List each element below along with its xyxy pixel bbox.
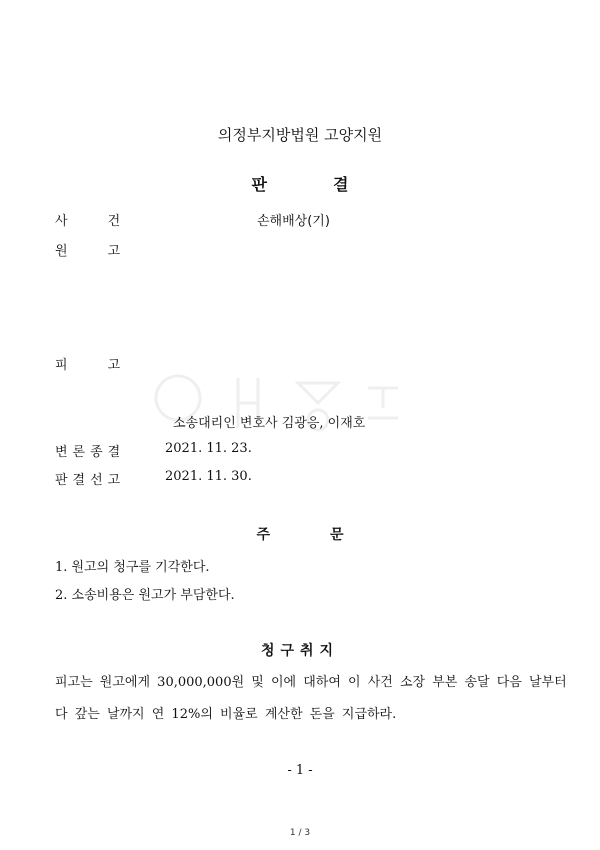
closing-label	[55, 441, 126, 460]
disposition-item-1: 1. 원고의 청구를 기각한다.	[55, 560, 210, 575]
closing-date: 2021. 11. 23.	[165, 441, 252, 456]
disposition-title	[0, 524, 600, 544]
defendant-label	[55, 354, 120, 373]
verdict-label-text: 판결선고	[55, 473, 126, 488]
case-label	[55, 210, 120, 229]
page-count: 1 / 3	[289, 828, 311, 838]
disposition-title-part1: 주	[256, 527, 270, 543]
defendant-counsel: 소송대리인 변호사 김광응, 이재호	[173, 416, 366, 431]
page-marker: - 1 -	[287, 763, 313, 778]
court-name: 의정부지방법원 고양지원	[217, 126, 383, 144]
case-label-char1: 사	[55, 214, 68, 229]
document-title	[0, 172, 600, 195]
disposition-item-2: 2. 소송비용은 원고가 부담한다.	[55, 588, 235, 603]
plaintiff-label-char2: 고	[107, 244, 121, 259]
defendant-label-char2: 고	[107, 358, 121, 373]
claim-line-1: 피고는 원고에게 30,000,000원 및 이에 대하여 이 사건 소장 부본 송달 다음 날부터	[55, 675, 567, 690]
document-title-part1: 판	[251, 175, 267, 194]
claim-line-2: 다 갚는 날까지 연 12%의 비율로 계산한 돈을 지급하라.	[55, 707, 397, 722]
claim-title: 청구취지	[260, 643, 340, 659]
document-title-part2: 결	[333, 175, 349, 194]
verdict-date: 2021. 11. 30.	[165, 469, 252, 484]
verdict-label	[55, 469, 126, 488]
case-value: 손해배상(기)	[257, 214, 330, 229]
plaintiff-label-char1: 원	[55, 244, 68, 259]
disposition-title-part2: 문	[330, 527, 344, 543]
defendant-label-char1: 피	[55, 358, 68, 373]
case-label-char2: 건	[107, 214, 121, 229]
closing-label-text: 변론종결	[55, 445, 126, 460]
court-watermark	[148, 358, 408, 448]
plaintiff-label	[55, 240, 120, 259]
